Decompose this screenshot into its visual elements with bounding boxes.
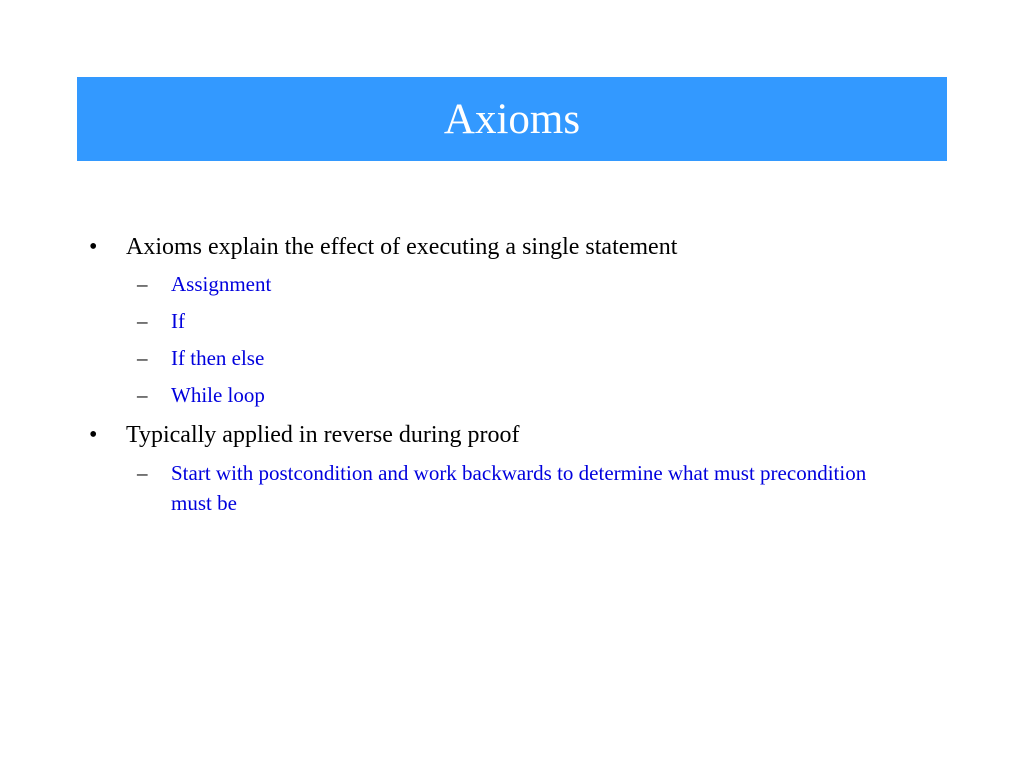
- sub-text: If: [171, 309, 185, 333]
- bullet-text: Axioms explain the effect of executing a single statement: [126, 234, 678, 260]
- bullet-symbol: •: [89, 422, 98, 448]
- sub-text: If then else: [171, 346, 265, 370]
- bullet-item: [89, 233, 909, 263]
- sub-text: While loop: [171, 383, 265, 407]
- sub-symbol: –: [137, 383, 148, 407]
- bullet-item: [89, 421, 909, 451]
- sub-symbol: –: [137, 461, 148, 485]
- slide-title: Axioms: [443, 95, 581, 143]
- sub-symbol: –: [137, 272, 148, 296]
- bullet-symbol: •: [89, 234, 98, 260]
- sub-item: [137, 306, 917, 336]
- sub-text: Assignment: [171, 272, 272, 296]
- sub-item: [137, 269, 917, 299]
- sub-symbol: –: [137, 309, 148, 333]
- sub-item: [137, 458, 897, 522]
- bullet-text: Typically applied in reverse during proof: [126, 422, 520, 448]
- sub-symbol: –: [137, 346, 148, 370]
- sub-item: [137, 380, 917, 410]
- sub-text: Start with postcondition and work backwards to determine what must precondition must be: [171, 461, 867, 515]
- sub-item: [137, 343, 917, 373]
